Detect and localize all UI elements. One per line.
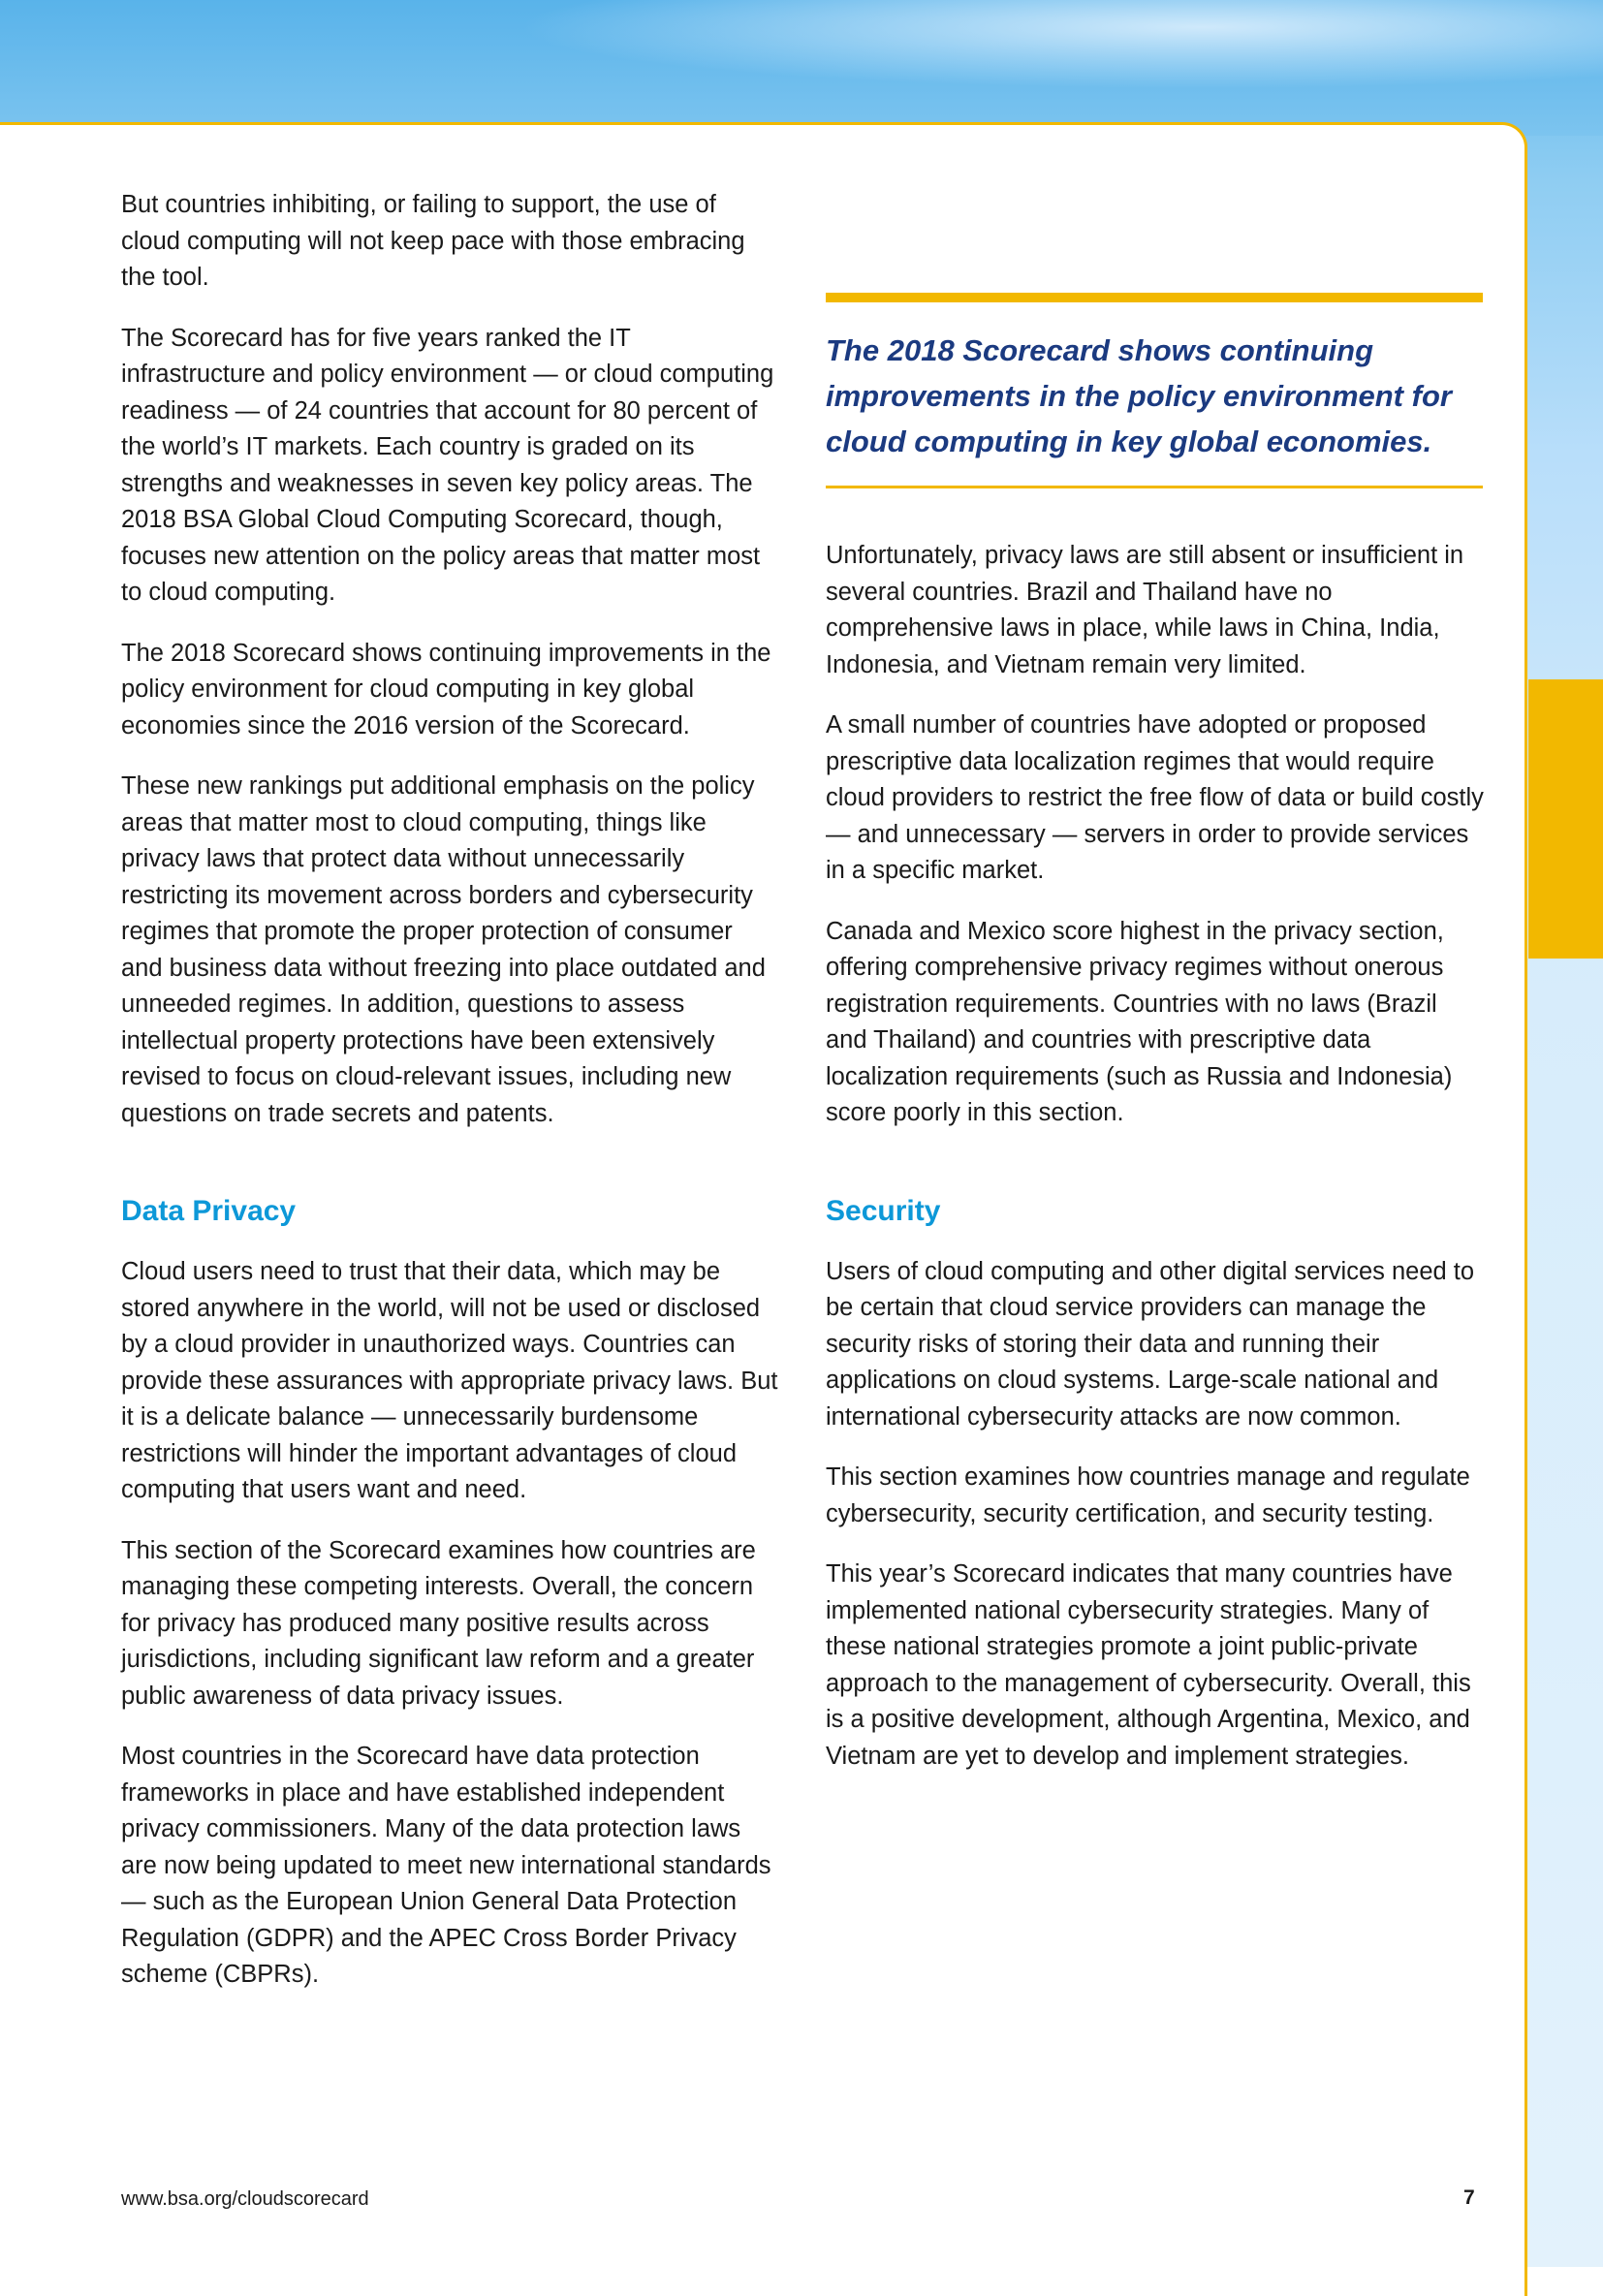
paragraph: But countries inhibiting, or failing to support, the use of cloud computing will not keep pace with those embracing the tool. <box>121 191 745 291</box>
paragraph: Canada and Mexico score highest in the privacy section, offering comprehensive privacy regimes without onerous registration requirements. Countries with no laws (Brazil and Thailand) and countries with prescriptive data localization requirements (such as Russia and Indonesia) score poorly in this section. <box>826 917 1453 1126</box>
paragraph: Users of cloud computing and other digital services need to be certain that cloud service providers can manage the security risks of storing their data and running their applications on cloud systems. Large-scale national and international cybersecurity attacks are now common. <box>826 1257 1475 1431</box>
paragraph: Unfortunately, privacy laws are still absent or insufficient in several countries. Brazil and Thailand have no comprehensive laws in place, while laws in China, India, Indonesia, and Vietnam remain very limited. <box>826 542 1464 678</box>
section-heading-data-privacy: Data Privacy <box>121 1195 297 1227</box>
page-number: 7 <box>1463 2186 1475 2209</box>
side-tab-marker <box>1528 679 1603 959</box>
paragraph: The 2018 Scorecard shows continuing improvements in the policy environment for cloud computing in key global economies since the 2016 version of the Scorecard. <box>121 639 771 739</box>
paragraph: Most countries in the Scorecard have data protection frameworks in place and have established independent privacy commissioners. Many of the data protection laws are now being updated to meet new international standards — such as the European Union General Data Protection Regulation (GDPR) and the APEC Cross Border Privacy scheme (CBPRs). <box>121 1743 771 1988</box>
paragraph: These new rankings put additional emphasis on the policy areas that matter most to cloud computing, things like privacy laws that protect data without unnecessarily restricting its movement across borders and cybersecurity regimes that promote the proper protection of consumer and business data without freezing into place outdated and unneeded regimes. In addition, questions to assess intellectual property protections have been extensively revised to focus on cloud-relevant issues, including new questions on trade secrets and patents. <box>121 772 766 1127</box>
paragraph: This section examines how countries manage and regulate cybersecurity, security certification, and security testing. <box>826 1463 1470 1527</box>
pull-quote: The 2018 Scorecard shows continuing improvements in the policy environment for cloud computing in key global economies. <box>826 293 1483 488</box>
right-column <box>826 538 1485 1799</box>
left-column <box>121 187 780 2018</box>
section-heading-security: Security <box>826 1194 941 1227</box>
paragraph: A small number of countries have adopted or proposed prescriptive data localization regimes that would require cloud providers to restrict the free flow of data or build costly — and unnecessary — servers in order to provide services in a specific market. <box>826 711 1484 884</box>
paragraph: This year’s Scorecard indicates that many countries have implemented national cybersecurity strategies. Many of these national strategies promote a joint public-private approach to the management of cybersecurity. Overall, this is a positive development, although Argentina, Mexico, and Vietnam are yet to develop and implement strategies. <box>826 1560 1471 1770</box>
footer-url-link[interactable]: www.bsa.org/cloudscorecard <box>121 2188 369 2210</box>
paragraph: The Scorecard has for five years ranked the IT infrastructure and policy environment — or cloud computing readiness — of 24 countries that account for 80 percent of the world’s IT markets. Each country is graded on its strengths and weaknesses in seven key policy areas. The 2018 BSA Global Cloud Computing Scorecard, though, focuses new attention on the policy areas that matter most to cloud computing. <box>121 324 774 606</box>
paragraph: Cloud users need to trust that their data, which may be stored anywhere in the world, will not be used or disclosed by a cloud provider in unauthorized ways. Countries can provide these assurances with appropriate privacy laws. But it is a delicate balance — unnecessarily burdensome restrictions will hinder the important advantages of cloud computing that users want and need. <box>121 1258 778 1503</box>
paragraph: This section of the Scorecard examines how countries are managing these competing interests. Overall, the concern for privacy has produced many positive results across jurisdictions, including significant law reform and a greater public awareness of data privacy issues. <box>121 1536 756 1710</box>
sky-header-band <box>0 0 1603 136</box>
